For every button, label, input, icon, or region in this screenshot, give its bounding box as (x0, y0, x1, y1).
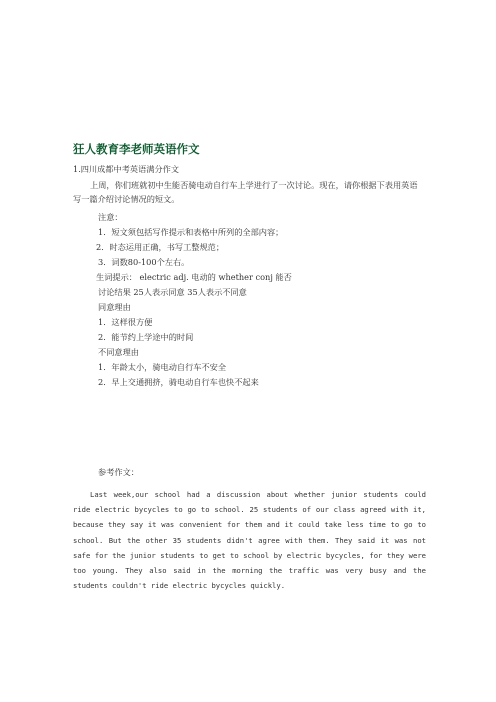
document-title: 狂人教育李老师英语作文 (73, 142, 200, 156)
note-item: 2．时态运用正确，书写工整规范； (96, 242, 225, 252)
agree-reason: 1．这样很方便 (98, 317, 153, 327)
question-heading: 1.四川成都中考英语满分作文 (73, 164, 180, 174)
note-item: 1．短文须包括写作提示和表格中所列的全部内容； (98, 227, 284, 237)
agree-label: 同意理由 (98, 302, 131, 312)
disagree-label: 不同意理由 (98, 347, 139, 357)
sample-essay-text: Last week,our school had a discussion about whether junior students could ride electric bycycles to go to school. 25 students of our class agreed with it, because they say it was convenient for them and it could take less time to go to school. But the other 35 students didn't agree with them. They said it was not safe for the junior students to get to school by electric bycycles, for they were too young. They also said in the morning the traffic was very busy and the students couldn't ride electric bycycles quickly. (73, 490, 426, 591)
agree-reason: 2．能节约上学途中的时间 (98, 332, 194, 342)
question-prompt (73, 178, 425, 206)
sample-essay (73, 487, 426, 593)
discussion-result: 讨论结果 25人表示同意 35人表示不同意 (98, 287, 247, 297)
vocab-hint: 生词提示： electric adj. 电动的 whether conj 能否 (96, 272, 292, 282)
notes-label: 注意： (98, 212, 123, 222)
note-item: 3．词数80-100个左右。 (98, 257, 190, 267)
prompt-text: 上周，你们班就初中生能否骑电动自行车上学进行了一次讨论。现在，请你根据下表用英语写一篇介绍讨论情况的短文。 (73, 180, 418, 204)
sample-label: 参考作文： (98, 467, 139, 477)
disagree-reason: 2．早上交通拥挤，骑电动自行车也快不起来 (98, 377, 259, 387)
disagree-reason: 1．年龄太小，骑电动自行车不安全 (98, 362, 227, 372)
